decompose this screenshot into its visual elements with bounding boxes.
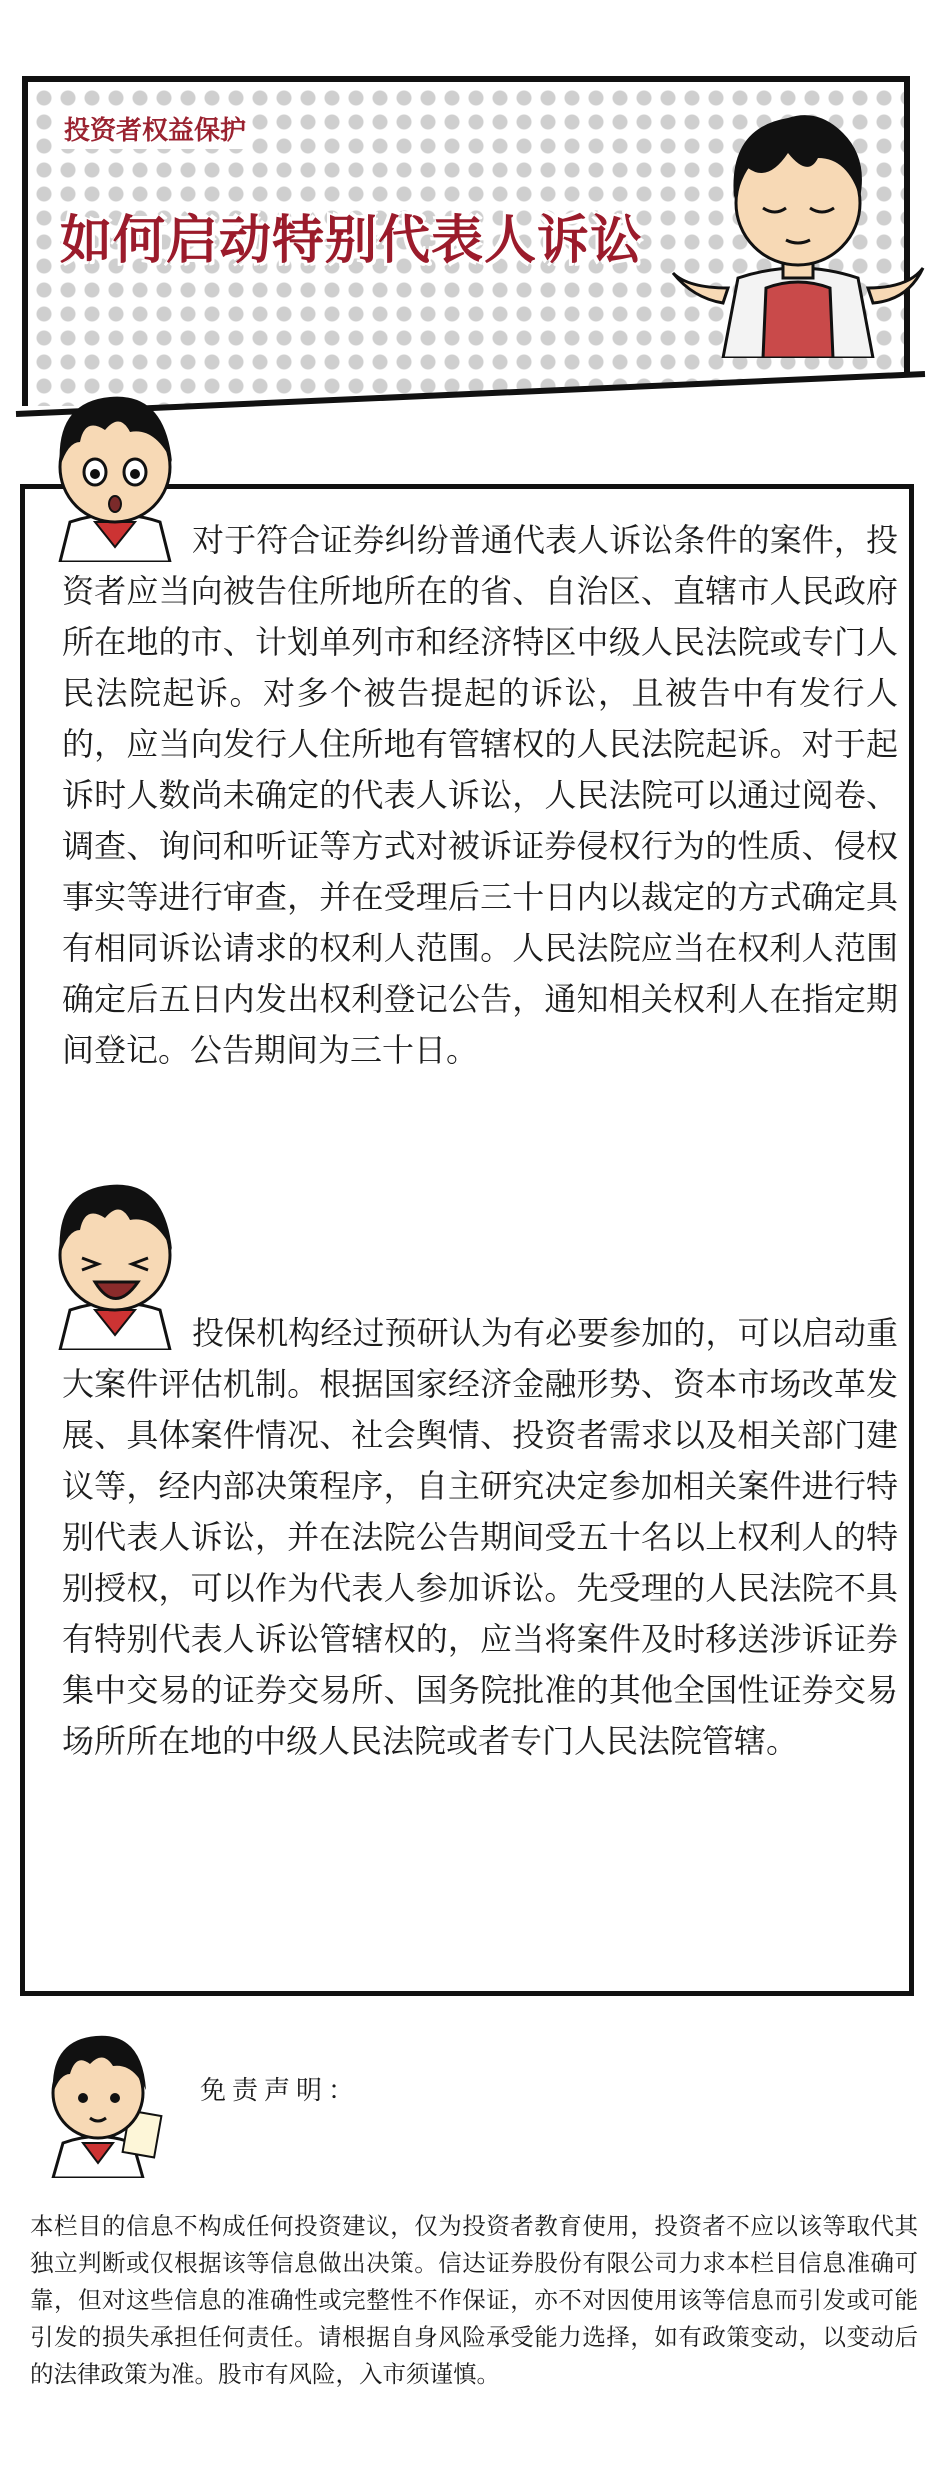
- header-character-illustration: [668, 88, 928, 358]
- disclaimer-title: 免责声明：: [200, 2076, 361, 2106]
- paragraph-1: 对于符合证券纠纷普通代表人诉讼条件的案件，投资者应当向被告住所地所在的省、自治区、直辖市人民政府所在地的市、计划单列市和经济特区中级人民法院或专门人民法院起诉。对多个被告提起的诉讼，且被告中有发行人的，应当向发行人住所地有管辖权的人民法院起诉。对于起诉时人数尚未确定的代表人诉讼，人民法院可以通过阅卷、调查、询问和听证等方式对被诉证券侵权行为的性质、侵权事实等进行审查，并在受理后三十日内以裁定的方式确定具有相同诉讼请求的权利人范围。人民法院应当在权利人范围确定后五日内发出权利登记公告，通知相关权利人在指定期间登记。公告期间为三十日。: [62, 521, 898, 1069]
- page-title: 如何启动特别代表人诉讼: [60, 211, 644, 271]
- disclaimer-text: 本栏目的信息不构成任何投资建议，仅为投资者教育使用，投资者不应以该等取代其独立判断或仅根据该等信息做出决策。信达证券股份有限公司力求本栏目信息准确可靠，但对这些信息的准确性或完整性不作保证，亦不对因使用该等信息而引发或可能引发的损失承担任何责任。请根据自身风险承受能力选择，如有政策变动，以变动后的法律政策为准。股市有风险，入市须谨慎。: [30, 2212, 918, 2388]
- section-subtitle: 投资者权益保护: [58, 108, 252, 149]
- character-boy-disclaimer: [38, 2018, 168, 2178]
- paragraph-2: 投保机构经过预研认为有必要参加的，可以启动重大案件评估机制。根据国家经济金融形势、资本市场改革发展、具体案件情况、社会舆情、投资者需求以及相关部门建议等，经内部决策程序，自主研究决定参加相关案件进行特别代表人诉讼，并在法院公告期间受五十名以上权利人的特别授权，可以作为代表人参加诉讼。先受理的人民法院不具有特别代表人诉讼管辖权的，应当将案件及时移送涉诉证券集中交易的证券交易所、国务院批准的其他全国性证券交易场所所在地的中级人民法院或者专门人民法院管辖。: [62, 1314, 898, 1760]
